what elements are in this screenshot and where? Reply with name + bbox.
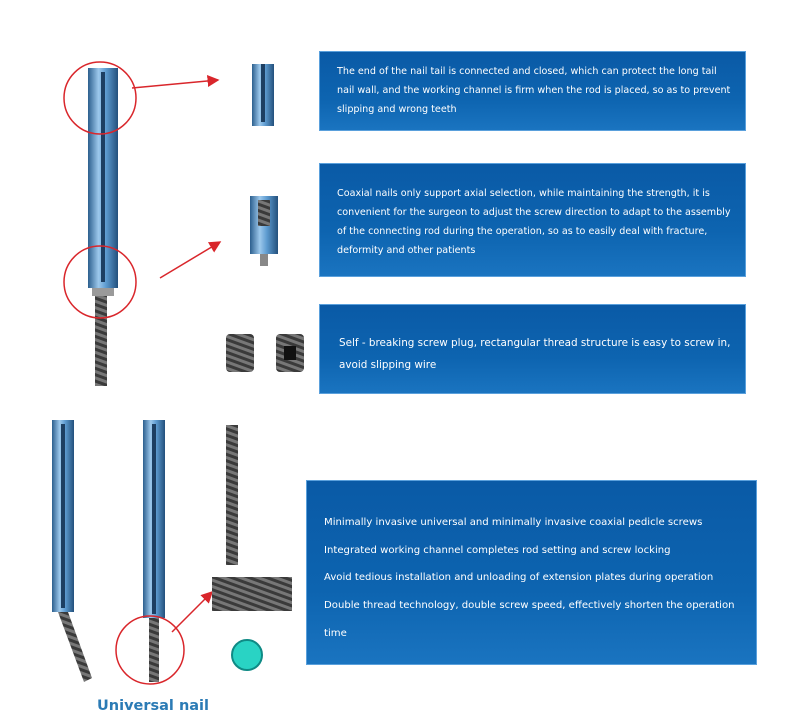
summary-line: Minimally invasive universal and minimally invasive coaxial pedicle screws bbox=[324, 517, 703, 528]
feature-panel-coaxial bbox=[319, 163, 746, 277]
screw-plug bbox=[226, 334, 304, 372]
product-caption: Universal nail bbox=[97, 698, 209, 714]
feature-text: The end of the nail tail is connected and closed, which can protect the long tail nail wall, and the working channel is firm when the rod is placed, so as to prevent slipping and wrong teeth bbox=[337, 66, 731, 115]
summary-line: Avoid tedious installation and unloading of extension plates during operation bbox=[324, 572, 714, 584]
arrow-icon bbox=[132, 80, 218, 88]
feature-text: Coaxial nails only support axial selection, while maintaining the strength, it is convenient for the surgeon to adjust the screw direction to adapt to the assembly of the connecting rod during the operation, so as to easily deal with fracture, deformity and other patients bbox=[337, 188, 731, 256]
summary-line: Double thread technology, double screw speed, effectively shorten the operation time bbox=[324, 600, 735, 639]
universal-nail-angled bbox=[52, 420, 92, 682]
thread-cross-section bbox=[232, 640, 262, 670]
coaxial-nail bbox=[88, 68, 118, 386]
feature-text: Self - breaking screw plug, rectangular thread structure is easy to screw in, avoid slipping wire bbox=[339, 337, 731, 371]
nail-head-detail bbox=[250, 196, 278, 266]
summary-panel bbox=[306, 480, 757, 665]
universal-nail-straight bbox=[143, 420, 165, 682]
arrow-icon bbox=[160, 242, 220, 278]
arrow-icon bbox=[172, 592, 212, 632]
screw-shaft bbox=[226, 425, 238, 565]
double-thread-detail bbox=[212, 577, 292, 611]
feature-panel-screw-plug bbox=[319, 304, 746, 394]
nail-tail-detail bbox=[252, 64, 274, 126]
summary-line: Integrated working channel completes rod setting and screw locking bbox=[324, 544, 671, 556]
feature-panel-tail bbox=[319, 51, 746, 131]
